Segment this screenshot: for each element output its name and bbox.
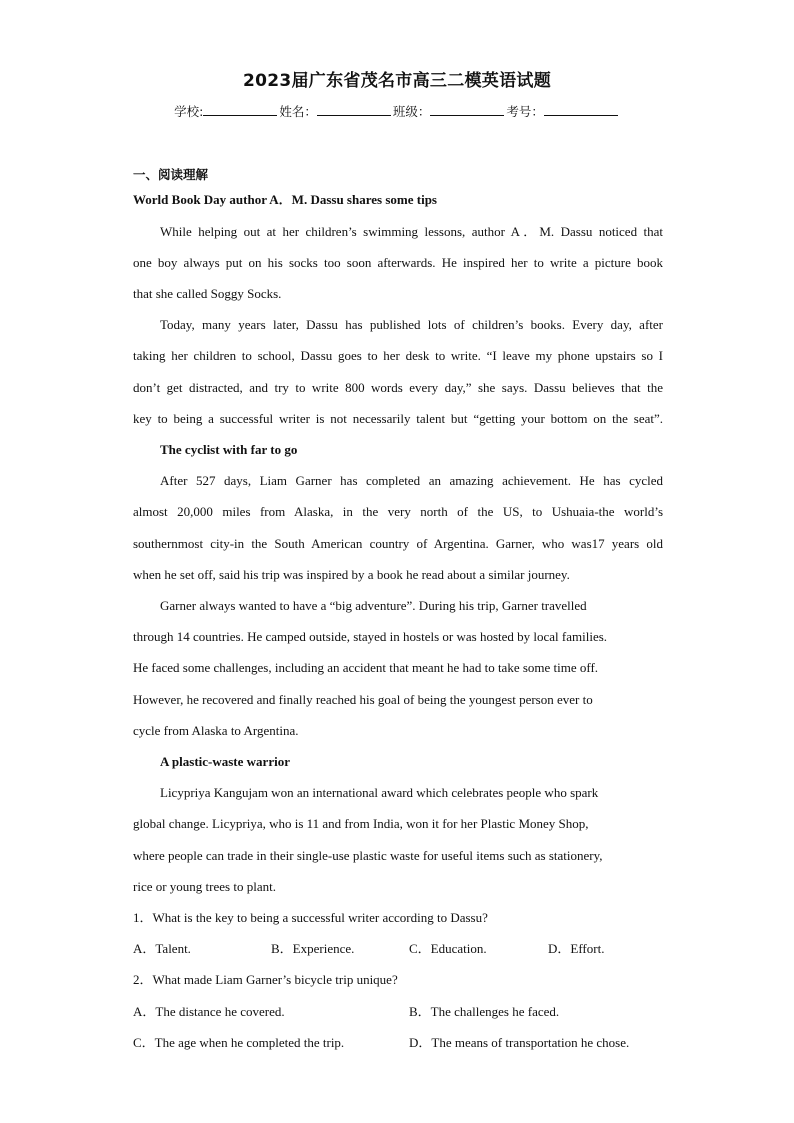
paragraph-line: key to being a successful writer is not necessarily talent but “getting your bottom on the seat”. <box>133 411 663 426</box>
section-heading: 一、阅读理解 <box>133 167 209 182</box>
paragraph-line: through 14 countries. He camped outside, stayed in hostels or was hosted by local families. <box>133 629 608 644</box>
student-info-line <box>0 102 794 120</box>
class-blank[interactable] <box>430 103 504 116</box>
paragraph-line: taking her children to school, Dassu goes to her desk to write. “I leave my phone upstairs so I <box>133 348 663 363</box>
paragraph-line: While helping out at her children’s swimming lessons, author A．M. Dassu noticed that <box>160 224 663 239</box>
paragraph-line: global change. Licypriya, who is 11 and from India, won it for her Plastic Money Shop, <box>133 816 589 831</box>
question-1-option-b[interactable]: B．Experience. <box>271 941 355 956</box>
number-blank[interactable] <box>544 103 618 116</box>
question-2-stem: 2．What made Liam Garner’s bicycle trip unique? <box>133 972 398 987</box>
paragraph-line: Garner always wanted to have a “big adventure”. During his trip, Garner travelled <box>160 598 587 613</box>
paragraph-line: southernmost city-in the South American country of Argentina. Garner, who was17 years old <box>133 536 663 551</box>
paragraph-line: where people can trade in their single-use plastic waste for useful items such as stationery, <box>133 848 603 863</box>
paragraph-line: almost 20,000 miles from Alaska, in the very north of the US, to Ushuaia-the world’s <box>133 504 663 519</box>
paragraph-line: when he set off, said his trip was inspired by a book he read about a similar journey. <box>133 567 570 582</box>
exam-title: 2023届广东省茂名市高三二模英语试题 <box>242 71 551 91</box>
paragraph-line: He faced some challenges, including an accident that meant he had to take some time off. <box>133 660 599 675</box>
subtitle-cyclist: The cyclist with far to go <box>160 442 298 457</box>
question-2-option-a[interactable]: A．The distance he covered. <box>133 1004 285 1019</box>
paragraph-line: cycle from Alaska to Argentina. <box>133 723 299 738</box>
paragraph-line: After 527 days, Liam Garner has completed an amazing achievement. He has cycled <box>160 473 663 488</box>
paragraph-line: one boy always put on his socks too soon afterwards. He inspired her to write a picture book <box>133 255 663 270</box>
paragraph-line: that she called Soggy Socks. <box>133 286 282 301</box>
paragraph-line: Today, many years later, Dassu has published lots of children’s books. Every day, after <box>160 317 663 332</box>
question-1-option-d[interactable]: D．Effort. <box>548 941 605 956</box>
passage-title: World Book Day author A．M. Dassu shares some tips <box>133 192 437 207</box>
paragraph-line: rice or young trees to plant. <box>133 879 276 894</box>
subtitle-plastic: A plastic-waste warrior <box>160 754 290 769</box>
question-1-stem: 1．What is the key to being a successful writer according to Dassu? <box>133 910 488 925</box>
class-label: 班级： <box>392 104 431 119</box>
number-label: 考号： <box>506 104 544 119</box>
question-1-option-c[interactable]: C．Education. <box>409 941 487 956</box>
question-2-option-c[interactable]: C．The age when he completed the trip. <box>133 1035 345 1050</box>
school-blank[interactable] <box>203 103 277 116</box>
name-label: 姓名： <box>279 104 317 119</box>
paragraph-line: Licypriya Kangujam won an international award which celebrates people who spark <box>160 785 599 800</box>
name-blank[interactable] <box>317 103 391 116</box>
paragraph-line: However, he recovered and finally reached his goal of being the youngest person ever to <box>133 692 593 707</box>
school-label: 学校: <box>174 104 204 119</box>
paragraph-line: don’t get distracted, and try to write 800 words every day,” she says. Dassu believes that the <box>133 380 663 395</box>
question-2-option-b[interactable]: B．The challenges he faced. <box>409 1004 560 1019</box>
question-1-option-a[interactable]: A．Talent. <box>133 941 191 956</box>
question-2-option-d[interactable]: D．The means of transportation he chose. <box>409 1035 630 1050</box>
